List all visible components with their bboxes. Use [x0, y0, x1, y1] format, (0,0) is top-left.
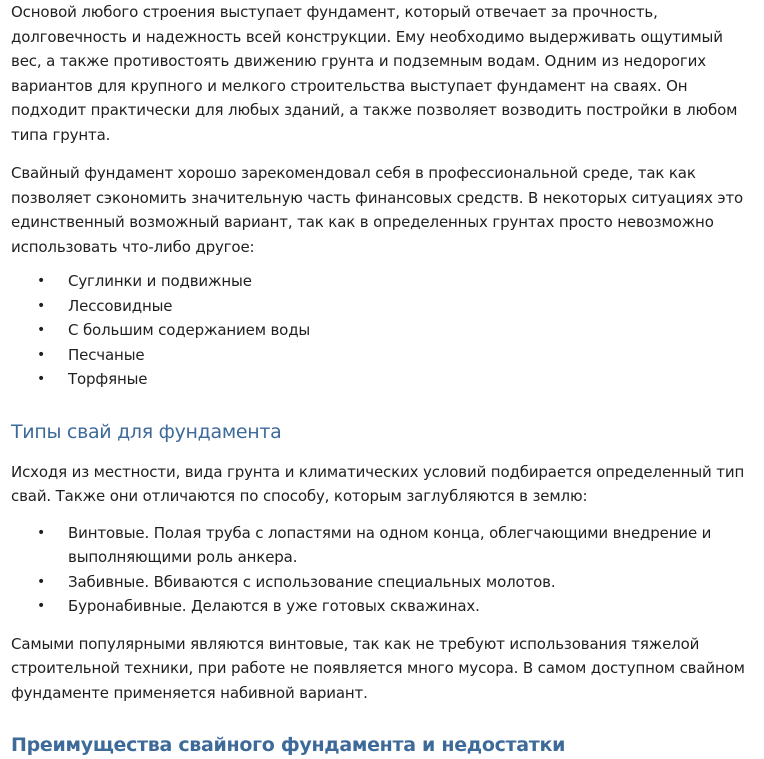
types-intro-paragraph: Исходя из местности, вида грунта и климатических условий подбирается определенный тип свай. Также они отличаются по способу, которым заглубляются в землю: — [11, 462, 745, 505]
bullet-icon: • — [37, 524, 46, 541]
list-item — [11, 269, 754, 294]
list-item-text: Буронабивные. Делаются в уже готовых скважинах. — [68, 597, 480, 615]
bullet-icon: • — [37, 297, 46, 314]
list-item-text: Суглинки и подвижные — [68, 272, 252, 290]
list-item — [11, 570, 754, 595]
bullet-icon: • — [37, 322, 46, 338]
list-item-text: Забивные. Вбиваются с использование специальных молотов. — [68, 572, 556, 591]
bullet-icon: • — [37, 371, 46, 387]
list-item — [11, 594, 754, 619]
pile-types-list — [11, 521, 754, 619]
list-item — [11, 318, 754, 343]
list-item-text: С большим содержанием воды — [68, 321, 311, 339]
list-item-text: Винтовые. Полая труба с лопастями на одном конца, облегчающими внедрение и выполняющими роль анкера. — [68, 523, 712, 566]
intro-paragraph: Основой любого строения выступает фундамент, который отвечает за прочность, долговечность и надежность всей конструкции. Ему необходимо выдерживать ощутимый вес, а также противостоять движению грунта и подземным водам. Одним из недорогих вариантов для крупного и мелкого строительства выступает фундамент на сваях. Он подходит практически для любых зданий, а также позволяет возводить постройки в любом типа грунта. — [11, 3, 738, 144]
list-item — [11, 367, 754, 392]
list-item-text: Песчаные — [68, 345, 145, 364]
bullet-icon: • — [37, 346, 46, 363]
popular-types-paragraph: Самыми популярными являются винтовые, так как не требуют использования тяжелой строительной техники, при работе не появляется много мусора. В самом доступном свайном фундаменте применяется набивной вариант. — [11, 634, 745, 702]
soil-types-list — [11, 269, 754, 392]
list-item — [11, 521, 754, 570]
bullet-icon: • — [37, 273, 46, 289]
section-heading-types: Типы свай для фундамента — [11, 420, 282, 443]
list-item-text: Лессовидные — [68, 296, 173, 315]
pile-foundation-paragraph: Свайный фундамент хорошо зарекомендовал себя в профессиональной среде, так как позволяет сэкономить значительную часть финансовых средств. В некоторых ситуациях это единственный возможный вариант, так как в определенных грунтах просто невозможно использовать что-либо другое: — [11, 164, 744, 256]
bullet-icon: • — [37, 573, 46, 590]
list-item — [11, 343, 754, 368]
bullet-icon: • — [37, 598, 46, 614]
list-item — [11, 294, 754, 319]
list-item-text: Торфяные — [68, 370, 148, 388]
section-heading-advantages: Преимущества свайного фундамента и недостатки — [11, 734, 566, 756]
